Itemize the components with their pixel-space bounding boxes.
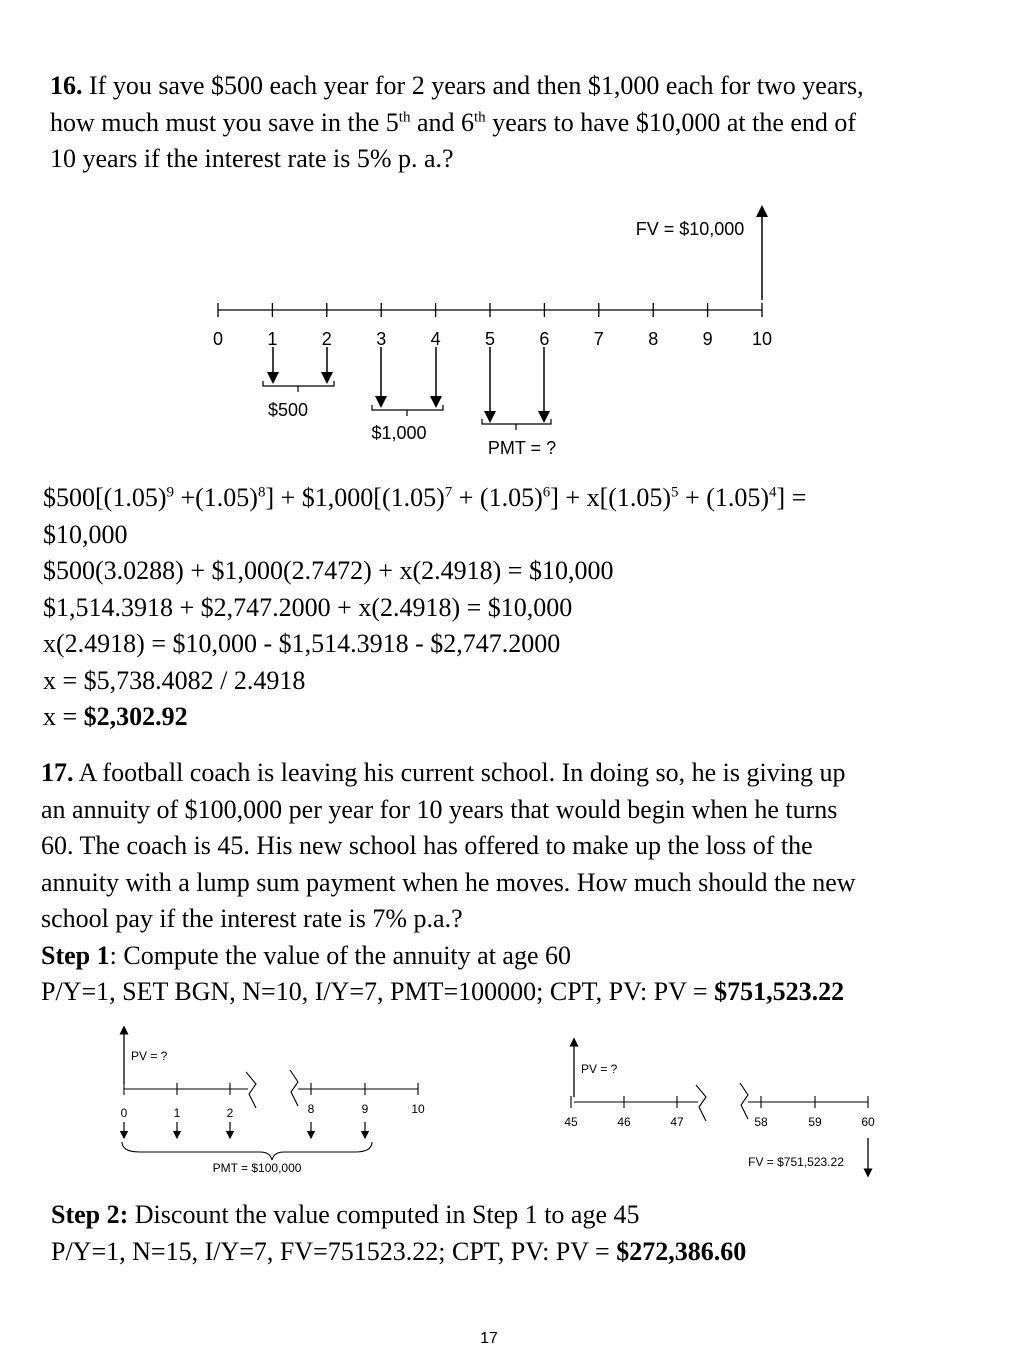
tick-label: 3: [376, 329, 387, 349]
tick-label: 10: [751, 329, 773, 349]
timeline-17a: [100, 1020, 440, 1180]
tick-label: 60: [861, 1115, 875, 1129]
tick-label: 2: [226, 1106, 234, 1120]
timeline-17b: [550, 1030, 890, 1185]
break-mark-right-b: [740, 1083, 748, 1119]
bracket-pmt: [482, 419, 551, 430]
pv-label-a: PV = ?: [131, 1049, 168, 1063]
pv-label-b: PV = ?: [581, 1062, 618, 1076]
equation-1: $\$500[(1.05)^9 +(1.05)^8]$ + $\$1,000[(1.05)^7 + (1.05)^6] + x[(1.05)^5 + (1.05)^4]$ =: [43, 483, 807, 512]
problem-16-line-1: 16. If you save $500 each year for 2 years and then $1,000 each for two years,: [50, 71, 864, 100]
equation-5: x = $5,738.4082 / 2.4918: [43, 665, 306, 695]
problem-17-line-1: 17. A football coach is leaving his current school. In doing so, he is giving up: [41, 758, 846, 787]
problem-16-number: 16.: [50, 71, 83, 100]
step-2-calc: P/Y=1, N=15, I/Y=7, FV=751523.22; CPT, PV: PV = $272,386.60: [51, 1236, 747, 1266]
step-2-heading: Step 2: Discount the value computed in Step 1 to age 45: [51, 1200, 640, 1229]
problem-17-number: 17.: [41, 758, 74, 787]
tick-label: 10: [411, 1102, 425, 1116]
tick-label: 46: [617, 1115, 631, 1129]
problem-17-line-5: school pay if the interest rate is 7% p.a.?: [41, 904, 463, 933]
fv-label: FV = $10,000: [635, 219, 745, 239]
step-1-heading: Step 1: Compute the value of the annuity at age 60: [41, 940, 571, 970]
tick-label: 59: [808, 1115, 822, 1129]
brace-pmt: [122, 1142, 372, 1160]
answer-step-1: $751,523.22: [714, 977, 845, 1006]
answer-16: $2,302.92: [83, 702, 188, 731]
tick-label: 8: [307, 1102, 315, 1116]
timeline-17b-ticks: [564, 1096, 875, 1129]
break-mark-left: [246, 1072, 256, 1108]
bracket-500: [263, 381, 334, 392]
tick-label: 2: [321, 329, 332, 349]
tick-label: 9: [702, 329, 713, 349]
equation-2: $500(3.0288) + $1,000(2.7472) + x(2.4918) = $10,000: [43, 556, 614, 585]
solution-16: [43, 480, 1013, 736]
equation-3: $1,514.3918 + $2,747.2000 + x(2.4918) = $10,000: [43, 592, 573, 622]
step-2: [51, 1197, 1011, 1270]
label-500: $500: [267, 400, 309, 420]
tick-label: 4: [430, 329, 441, 349]
tick-label: 1: [267, 329, 278, 349]
break-mark-right: [290, 1070, 298, 1106]
pmt-100000-label: PMT = $100,000: [212, 1161, 302, 1175]
tick-label: 58: [754, 1115, 768, 1129]
tick-label: 6: [539, 329, 550, 349]
label-1000: $1,000: [371, 423, 427, 443]
equation-1-rhs: $10,000: [43, 519, 128, 549]
label-pmt: PMT = ?: [487, 438, 557, 458]
bracket-1000: [372, 405, 443, 416]
break-mark-left-b: [696, 1085, 706, 1121]
problem-16-line-3: 10 years if the interest rate is 5% p. a.?: [50, 144, 454, 173]
timeline-17a-pmt-arrows: [124, 1122, 365, 1135]
timeline-16: [0, 195, 1024, 470]
tick-label: 45: [564, 1115, 578, 1129]
tick-label: 9: [361, 1102, 369, 1116]
tick-label: 8: [648, 329, 659, 349]
problem-17-line-2: an annuity of $100,000 per year for 10 years that would begin when he turns: [41, 794, 838, 824]
problem-17-line-3: 60. The coach is 45. His new school has offered to make up the loss of the: [41, 831, 813, 860]
tick-label: 47: [670, 1115, 684, 1129]
problem-16-text: [50, 68, 1010, 178]
problem-17-text: [41, 755, 1016, 1011]
tick-label: 0: [120, 1106, 128, 1120]
equation-4: x(2.4918) = $10,000 - $1,514.3918 - $2,747.2000: [43, 629, 561, 658]
answer-step-2: $272,386.60: [616, 1236, 747, 1266]
tick-label: 1: [173, 1106, 181, 1120]
step-1-calc: P/Y=1, SET BGN, N=10, I/Y=7, PMT=100000; CPT, PV: PV = $751,523.22: [41, 977, 845, 1006]
tick-label: 5: [484, 329, 496, 349]
equation-6: x = $2,302.92: [43, 702, 188, 731]
problem-16-line-2: how much must you save in the 5th and 6th years to have $10,000 at the end of: [50, 107, 857, 137]
problem-17-line-4: annuity with a lump sum payment when he moves. How much should the new: [41, 867, 856, 897]
tick-label: 7: [593, 329, 604, 349]
page-number: 17: [480, 1330, 498, 1347]
fv-751523-label: FV = $751,523.22: [748, 1155, 844, 1169]
tick-label: 0: [212, 329, 224, 349]
